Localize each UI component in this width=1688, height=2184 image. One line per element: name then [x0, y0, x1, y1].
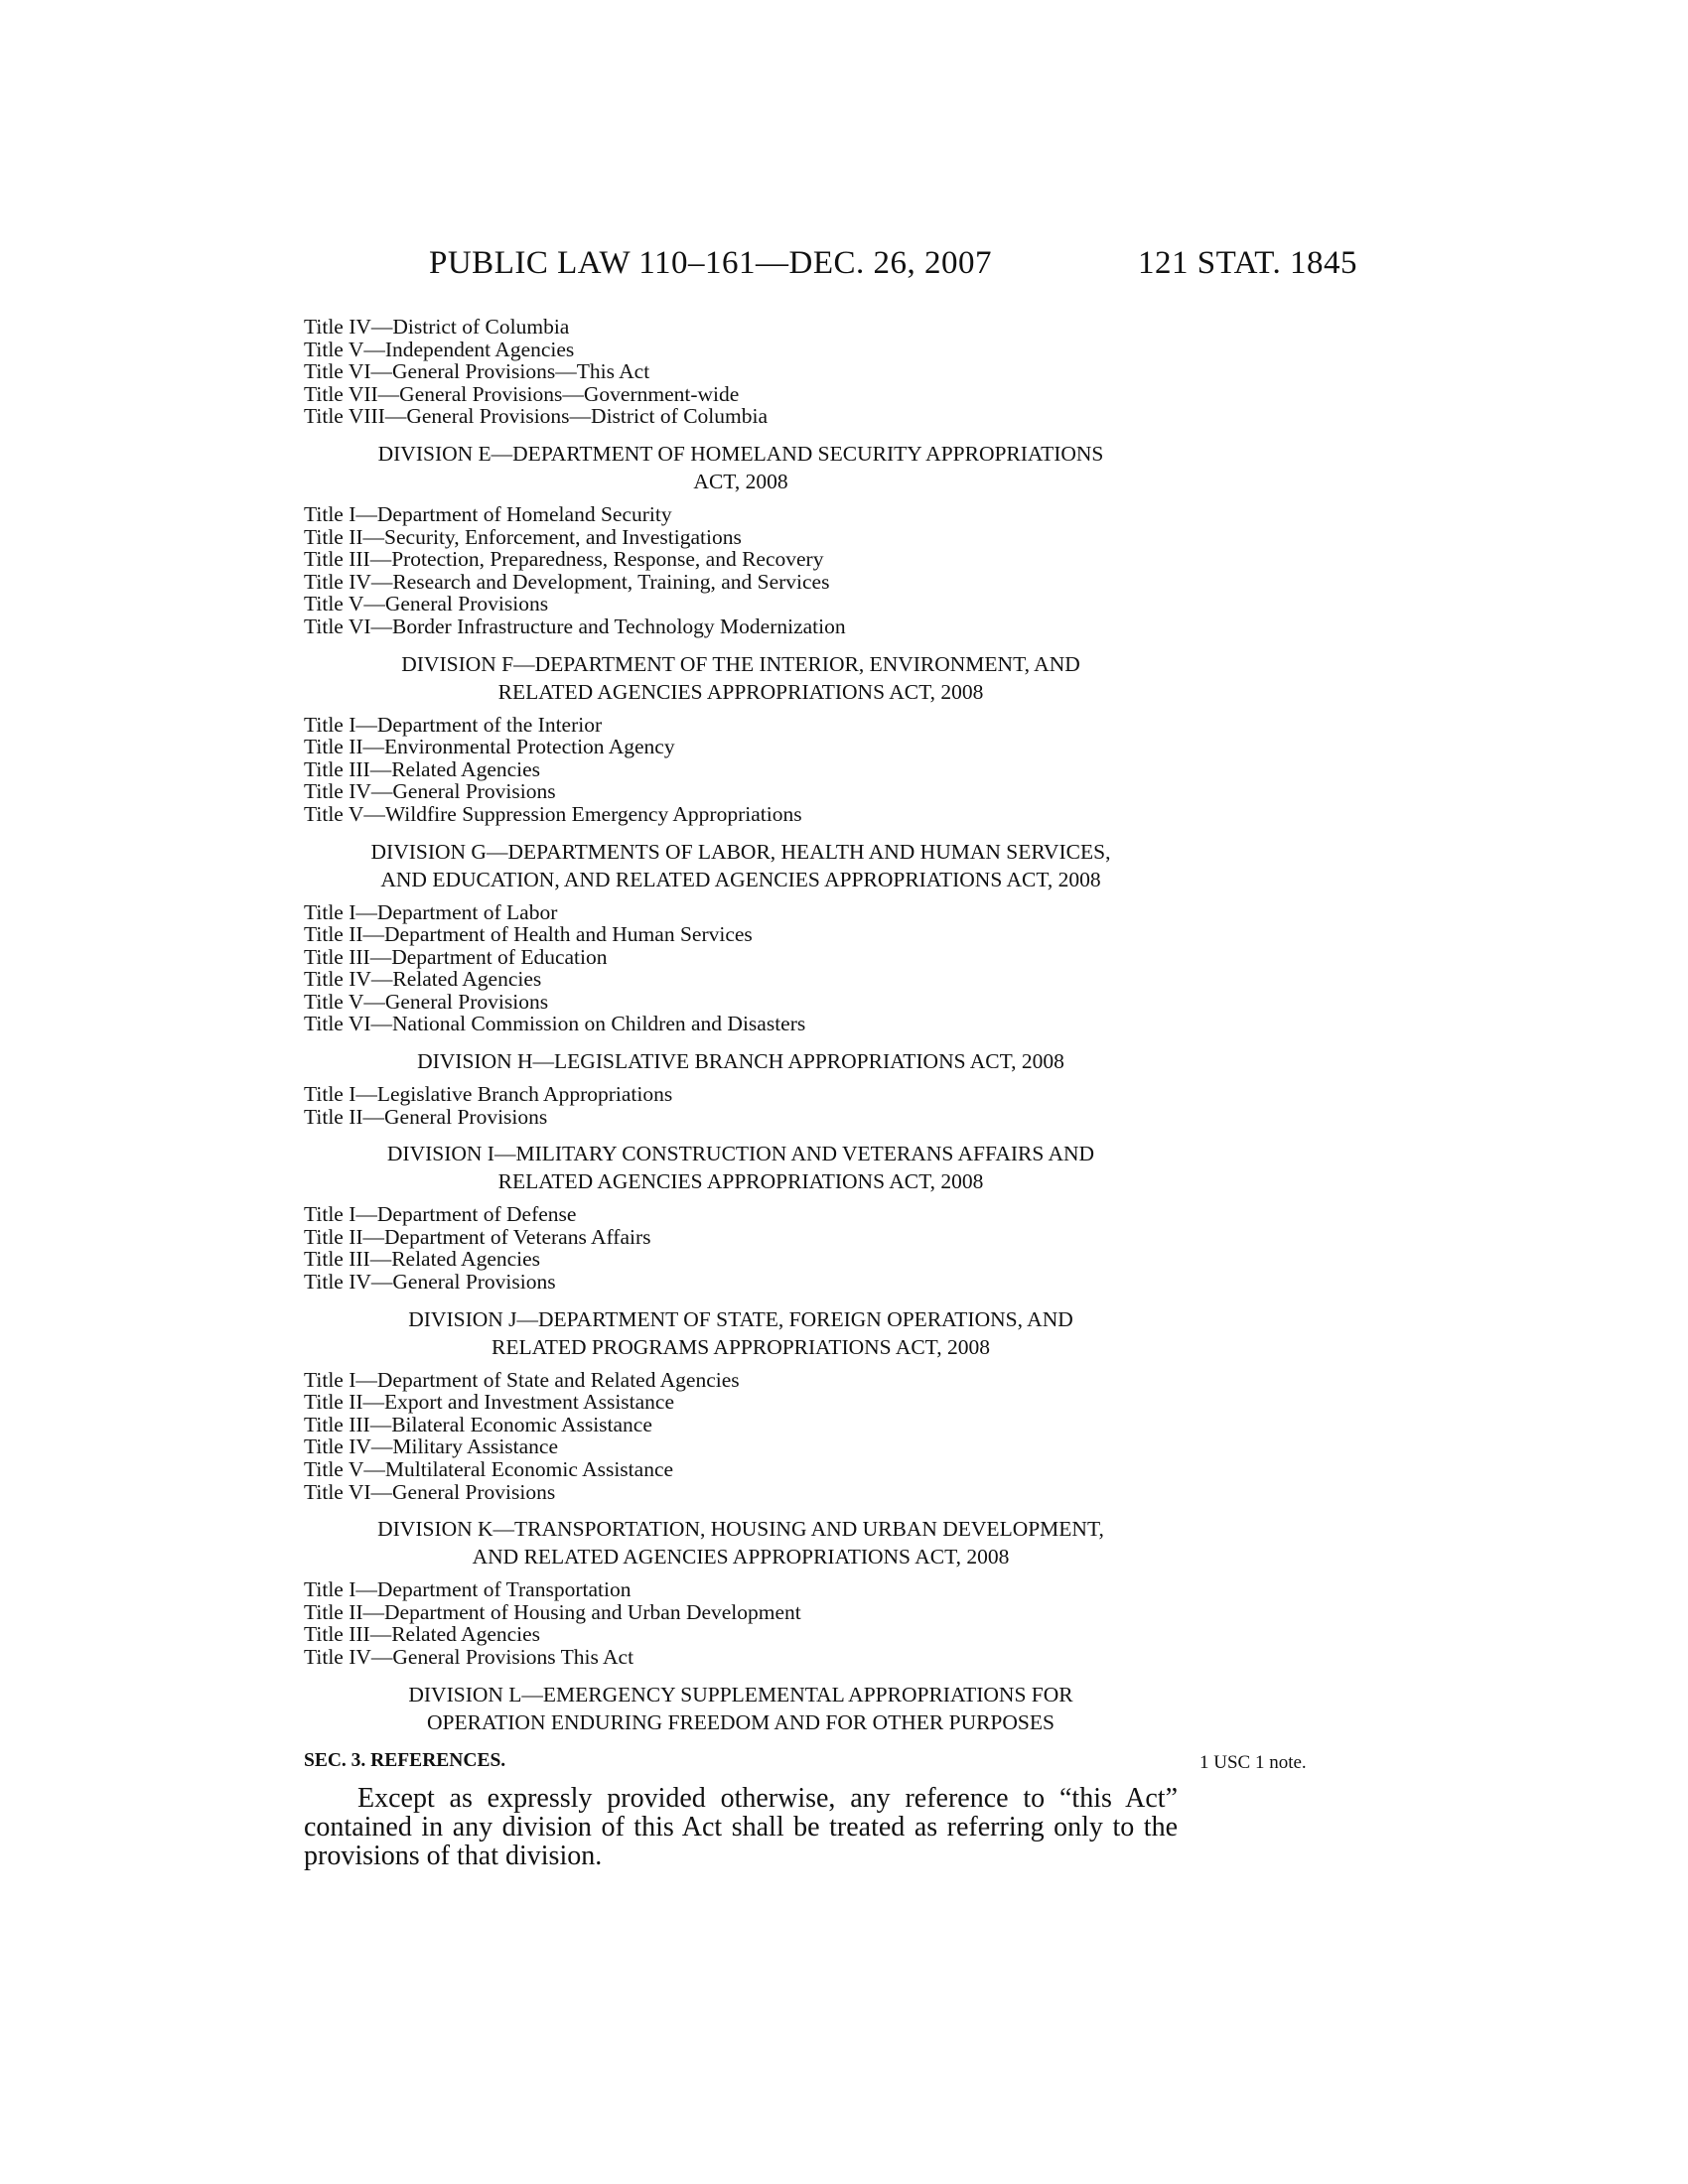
title-line: Title IV—District of Columbia [304, 315, 570, 339]
title-line: Title III—Department of Education [304, 944, 608, 969]
division-heading [304, 838, 1178, 893]
title-line: Title V—General Provisions [304, 989, 549, 1014]
title-line: Title VI—Border Infrastructure and Technology Modernization [304, 614, 846, 638]
division-heading-line: DIVISION H—LEGISLATIVE BRANCH APPROPRIATIONS ACT, 2008 [417, 1049, 1064, 1074]
title-line: Title IV—Research and Development, Training, and Services [304, 569, 830, 594]
division-heading [304, 1515, 1178, 1570]
division-title-list [304, 1369, 1178, 1504]
division-title-list [304, 1083, 1178, 1128]
division-heading-line: DIVISION I—MILITARY CONSTRUCTION AND VETERANS AFFAIRS AND [386, 1142, 1095, 1166]
division-title-list [304, 1203, 1178, 1293]
title-line: Title II—Export and Investment Assistance [304, 1390, 675, 1415]
division-title-list [304, 1578, 1178, 1668]
division-title-list [304, 503, 1178, 638]
title-line: Title II—General Provisions [304, 1104, 548, 1129]
division-heading-line: RELATED AGENCIES APPROPRIATIONS ACT, 2008 [497, 679, 984, 704]
title-line: Title II—Environmental Protection Agency [304, 735, 675, 759]
title-line: Title VII—General Provisions—Government-wide [304, 381, 740, 406]
title-line: Title III—Related Agencies [304, 756, 541, 781]
division-heading-line: AND RELATED AGENCIES APPROPRIATIONS ACT, 2008 [472, 1545, 1010, 1570]
title-line: Title II—Department of Veterans Affairs [304, 1224, 651, 1249]
division-heading-line: DIVISION G—DEPARTMENTS OF LABOR, HEALTH AND HUMAN SERVICES, [370, 839, 1111, 864]
title-line: Title IV—General Provisions [304, 779, 556, 804]
title-line: Title III—Bilateral Economic Assistance [304, 1412, 652, 1436]
title-line: Title III—Related Agencies [304, 1622, 541, 1647]
title-line: Title V—Independent Agencies [304, 337, 575, 361]
division-heading-line: RELATED PROGRAMS APPROPRIATIONS ACT, 2008 [492, 1334, 990, 1359]
division-heading [304, 1047, 1178, 1075]
title-line: Title III—Related Agencies [304, 1247, 541, 1272]
title-line: Title III—Protection, Preparedness, Response, and Recovery [304, 547, 824, 572]
division-heading-line: DIVISION J—DEPARTMENT OF STATE, FOREIGN OPERATIONS, AND [408, 1306, 1073, 1331]
division-heading-line: DIVISION L—EMERGENCY SUPPLEMENTAL APPROPRIATIONS FOR [408, 1682, 1073, 1706]
title-line: Title I—Department of the Interior [304, 712, 603, 737]
division-heading-line: DIVISION K—TRANSPORTATION, HOUSING AND URBAN DEVELOPMENT, [377, 1517, 1104, 1542]
title-line: Title IV—Related Agencies [304, 967, 542, 992]
division-heading [304, 1305, 1178, 1361]
division-heading [304, 650, 1178, 706]
title-line: Title I—Department of Labor [304, 899, 558, 924]
title-line: Title I—Department of Transportation [304, 1577, 632, 1602]
margin-note: 1 USC 1 note. [1199, 1751, 1307, 1773]
division-title-list [304, 901, 1178, 1036]
title-line: Title V—Wildfire Suppression Emergency Appropriations [304, 801, 802, 826]
division-heading-line: RELATED AGENCIES APPROPRIATIONS ACT, 2008 [497, 1169, 984, 1194]
table-of-contents [304, 316, 1178, 1870]
title-line: Title VI—National Commission on Children and Disasters [304, 1012, 806, 1036]
title-line: Title VI—General Provisions [304, 1479, 556, 1504]
title-line: Title V—General Provisions [304, 592, 549, 616]
division-heading-line: OPERATION ENDURING FREEDOM AND FOR OTHER PURPOSES [427, 1709, 1055, 1734]
division-heading [304, 1681, 1178, 1736]
section-body-text: Except as expressly provided otherwise, any reference to “this Act” contained in any division of this Act shall be treated as referring only to the provisions of that division. [304, 1782, 1178, 1871]
title-line: Title I—Department of State and Related Agencies [304, 1367, 740, 1392]
division-heading-line: DIVISION F—DEPARTMENT OF THE INTERIOR, ENVIRONMENT, AND [401, 651, 1080, 676]
division-title-list [304, 714, 1178, 826]
division-heading-line: DIVISION E—DEPARTMENT OF HOMELAND SECURITY APPROPRIATIONS [377, 441, 1104, 466]
title-line: Title II—Department of Housing and Urban Development [304, 1599, 801, 1624]
title-line: Title IV—General Provisions [304, 1270, 556, 1295]
section-heading-row [304, 1750, 1178, 1774]
title-line: Title VI—General Provisions—This Act [304, 359, 650, 384]
division-heading [304, 1140, 1178, 1195]
title-line: Title I—Department of Homeland Security [304, 501, 672, 526]
title-line: Title II—Security, Enforcement, and Investigations [304, 524, 742, 549]
title-line: Title II—Department of Health and Human Services [304, 922, 753, 947]
title-line: Title I—Legislative Branch Appropriations [304, 1082, 673, 1107]
division-list [304, 440, 1178, 1736]
division-heading-line: AND EDUCATION, AND RELATED AGENCIES APPROPRIATIONS ACT, 2008 [380, 867, 1101, 891]
section-body [304, 1784, 1178, 1870]
title-line: Title I—Department of Defense [304, 1202, 577, 1227]
division-heading-line: ACT, 2008 [693, 469, 788, 493]
running-header-stat-page: 121 STAT. 1845 [1138, 245, 1358, 281]
running-header-law: PUBLIC LAW 110–161—DEC. 26, 2007 [429, 245, 993, 281]
title-line: Title IV—Military Assistance [304, 1434, 559, 1459]
title-line: Title V—Multilateral Economic Assistance [304, 1457, 674, 1481]
title-line: Title VIII—General Provisions—District of Columbia [304, 404, 768, 429]
division-heading [304, 440, 1178, 495]
continued-title-list [304, 316, 1178, 428]
title-line: Title IV—General Provisions This Act [304, 1644, 634, 1669]
section-heading: SEC. 3. REFERENCES. [304, 1749, 506, 1771]
